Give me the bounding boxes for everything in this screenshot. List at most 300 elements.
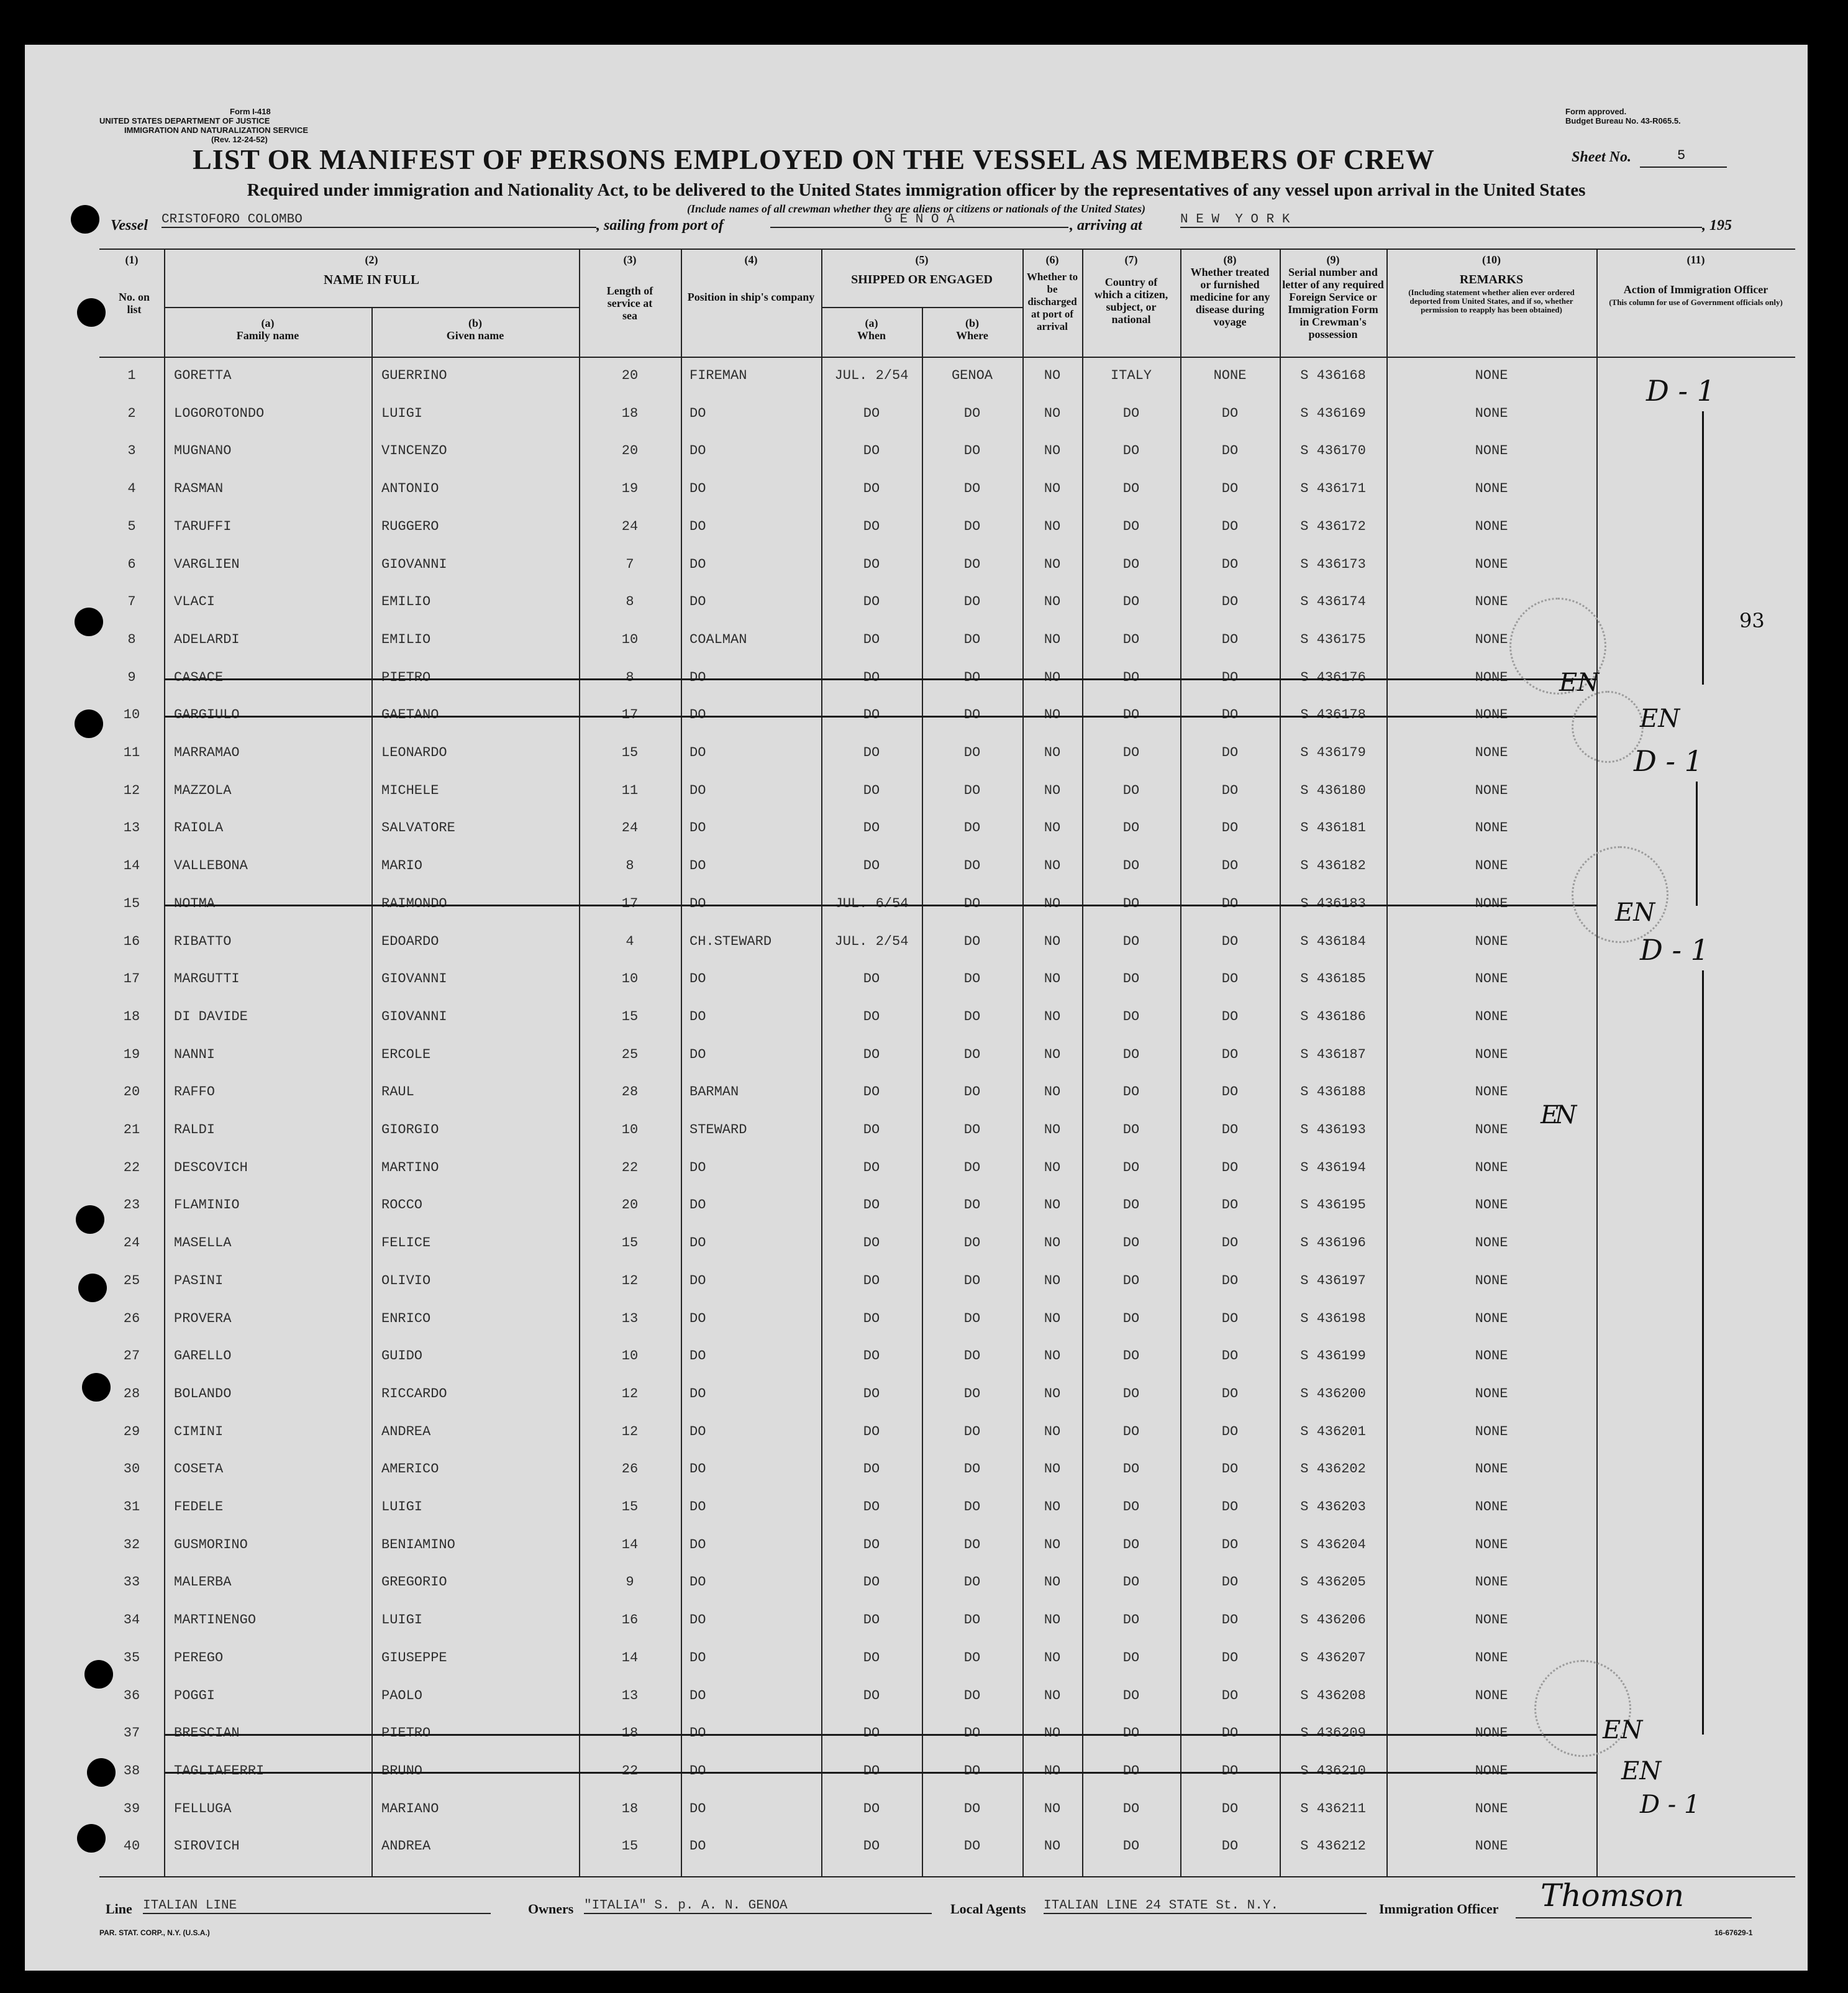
cell-family: NOTMA xyxy=(174,895,216,911)
cell-discharged: NO xyxy=(1044,1272,1061,1288)
form-number: 16-67629-1 xyxy=(1714,1928,1753,1937)
cell-country: DO xyxy=(1122,895,1140,911)
cell-service: 16 xyxy=(621,1612,639,1628)
cell-family: VLACI xyxy=(174,594,216,610)
cell-country: DO xyxy=(1122,518,1140,534)
cell-remarks: NONE xyxy=(1475,933,1508,949)
budget-approval xyxy=(1565,107,1789,125)
cell-discharged: NO xyxy=(1044,782,1061,798)
owners-value: "ITALIA" S. p. A. N. GENOA xyxy=(584,1899,932,1914)
cell-when: DO xyxy=(863,971,880,987)
cell-discharged: NO xyxy=(1044,895,1061,911)
cell-where: DO xyxy=(963,820,981,836)
col10-number: (10) xyxy=(1482,253,1501,266)
cell-serial: S 436193 xyxy=(1300,1122,1366,1138)
cell-position: DO xyxy=(690,1423,706,1439)
cell-family: FELLUGA xyxy=(174,1800,232,1817)
col1-number: (1) xyxy=(125,253,139,266)
cell-given: RAUL xyxy=(381,1084,414,1100)
cell-country: DO xyxy=(1122,1348,1140,1364)
cell-remarks: NONE xyxy=(1475,971,1508,987)
cell-when: DO xyxy=(863,1763,880,1779)
include-note: (Include names of all crewman whether they are aliens or citizens or nationals of the United States) xyxy=(686,203,1146,215)
vessel-label: Vessel xyxy=(111,217,148,234)
cell-where: DO xyxy=(963,594,981,610)
port-of-departure: G E N O A xyxy=(770,212,1068,228)
cell-given: BRUNO xyxy=(381,1763,423,1779)
cell-position: DO xyxy=(690,1348,706,1364)
cell-when: DO xyxy=(863,481,880,497)
cell-country: DO xyxy=(1122,594,1140,610)
line-value: ITALIAN LINE xyxy=(143,1899,491,1914)
col5a-label: When xyxy=(857,329,886,342)
cell-position: FIREMAN xyxy=(690,368,747,383)
col1-header xyxy=(99,253,164,316)
cell-when: DO xyxy=(863,1272,880,1288)
cell-where: DO xyxy=(963,1838,981,1854)
cell-when: DO xyxy=(863,1046,880,1062)
cell-discharged: NO xyxy=(1044,1574,1061,1590)
col10-header xyxy=(1386,253,1596,314)
cell-medicine: DO xyxy=(1221,1159,1239,1175)
cell-remarks: NONE xyxy=(1475,1348,1508,1364)
cell-no: 40 xyxy=(123,1838,140,1854)
cell-discharged: NO xyxy=(1044,443,1061,459)
cell-country: DO xyxy=(1122,858,1140,874)
cell-medicine: DO xyxy=(1221,556,1239,572)
cell-remarks: NONE xyxy=(1475,1574,1508,1590)
cell-country: DO xyxy=(1122,820,1140,836)
agents-value: ITALIAN LINE 24 STATE St. N.Y. xyxy=(1044,1899,1367,1914)
cell-medicine: DO xyxy=(1221,858,1239,874)
cell-country: DO xyxy=(1122,405,1140,421)
cell-family: TARUFFI xyxy=(174,518,232,534)
cell-where: DO xyxy=(963,1649,981,1666)
cell-service: 15 xyxy=(621,1235,639,1251)
cell-serial: S 436168 xyxy=(1300,368,1366,383)
action-mark-d1: D - 1 xyxy=(1646,374,1715,408)
cell-discharged: NO xyxy=(1044,1197,1061,1213)
cell-serial: S 436187 xyxy=(1300,1046,1366,1062)
official-stamp xyxy=(1572,846,1668,943)
cell-family: SIROVICH xyxy=(174,1838,240,1854)
cell-discharged: NO xyxy=(1044,481,1061,497)
cell-position: DO xyxy=(690,1838,706,1854)
cell-given: OLIVIO xyxy=(381,1272,431,1288)
cell-discharged: NO xyxy=(1044,971,1061,987)
cell-given: ANDREA xyxy=(381,1838,431,1854)
cell-family: PROVERA xyxy=(174,1310,232,1326)
cell-remarks: NONE xyxy=(1475,1197,1508,1213)
cell-serial: S 436201 xyxy=(1300,1423,1366,1439)
cell-service: 22 xyxy=(621,1159,639,1175)
cell-no: 34 xyxy=(123,1612,140,1628)
cell-country: DO xyxy=(1122,1423,1140,1439)
cell-country: DO xyxy=(1122,1008,1140,1024)
cell-medicine: DO xyxy=(1221,1423,1239,1439)
cell-discharged: NO xyxy=(1044,1084,1061,1100)
cell-discharged: NO xyxy=(1044,1725,1061,1741)
cell-given: GIOVANNI xyxy=(381,1008,447,1024)
cell-family: PASINI xyxy=(174,1272,224,1288)
col5b-number: (b) xyxy=(965,317,979,329)
strikethrough-line xyxy=(164,678,1596,680)
cell-given: VINCENZO xyxy=(381,443,447,459)
cell-position: DO xyxy=(690,669,706,685)
cell-medicine: DO xyxy=(1221,1385,1239,1402)
cell-serial: S 436169 xyxy=(1300,405,1366,421)
cell-serial: S 436205 xyxy=(1300,1574,1366,1590)
cell-discharged: NO xyxy=(1044,745,1061,760)
col4-label: Position in ship's company xyxy=(687,291,815,303)
col4-header xyxy=(681,253,821,303)
cell-medicine: DO xyxy=(1221,1499,1239,1515)
cell-given: ERCOLE xyxy=(381,1046,431,1062)
cell-family: MAZZOLA xyxy=(174,782,232,798)
cell-no: 7 xyxy=(127,594,136,610)
action-mark-en: EN xyxy=(1615,898,1655,927)
cell-position: CH.STEWARD xyxy=(690,933,772,949)
binder-hole xyxy=(75,709,103,738)
cell-family: MARGUTTI xyxy=(174,971,240,987)
cell-given: LUIGI xyxy=(381,1499,423,1515)
form-number-line: Form I-418 xyxy=(230,107,271,116)
approval-line: Form approved. xyxy=(1565,107,1627,116)
cell-no: 1 xyxy=(127,368,136,383)
year-label: , 195 xyxy=(1702,217,1732,234)
cell-no: 5 xyxy=(127,518,136,534)
cell-position: DO xyxy=(690,1763,706,1779)
cell-position: DO xyxy=(690,1574,706,1590)
cell-position: DO xyxy=(690,405,706,421)
cell-no: 33 xyxy=(123,1574,140,1590)
cell-service: 13 xyxy=(621,1687,639,1703)
strikethrough-line xyxy=(164,716,1596,718)
cell-serial: S 436209 xyxy=(1300,1725,1366,1741)
binder-hole xyxy=(87,1758,116,1787)
col2a-header xyxy=(164,317,371,342)
cell-remarks: NONE xyxy=(1475,1499,1508,1515)
cell-given: RAIMONDO xyxy=(381,895,447,911)
cell-family: POGGI xyxy=(174,1687,216,1703)
cell-serial: S 436211 xyxy=(1300,1800,1366,1817)
cell-serial: S 436184 xyxy=(1300,933,1366,949)
cell-medicine: DO xyxy=(1221,1838,1239,1854)
cell-service: 18 xyxy=(621,405,639,421)
cell-position: DO xyxy=(690,1612,706,1628)
cell-discharged: NO xyxy=(1044,1122,1061,1138)
cell-remarks: NONE xyxy=(1475,405,1508,421)
action-bracket xyxy=(1702,970,1704,1735)
cell-serial: S 436206 xyxy=(1300,1612,1366,1628)
cell-service: 12 xyxy=(621,1423,639,1439)
col5b-label: Where xyxy=(956,329,988,342)
cell-remarks: NONE xyxy=(1475,1310,1508,1326)
cell-medicine: NONE xyxy=(1213,368,1247,383)
cell-service: 24 xyxy=(621,820,639,836)
cell-given: LUIGI xyxy=(381,405,423,421)
cell-medicine: DO xyxy=(1221,1235,1239,1251)
cell-where: DO xyxy=(963,1310,981,1326)
cell-medicine: DO xyxy=(1221,443,1239,459)
cell-remarks: NONE xyxy=(1475,1536,1508,1553)
cell-given: ROCCO xyxy=(381,1197,423,1213)
cell-where: DO xyxy=(963,782,981,798)
manifest-sheet xyxy=(25,45,1808,1971)
binder-hole xyxy=(77,1824,106,1853)
cell-serial: S 436182 xyxy=(1300,858,1366,874)
col9-header xyxy=(1280,253,1386,340)
cell-discharged: NO xyxy=(1044,858,1061,874)
cell-service: 15 xyxy=(621,1838,639,1854)
cell-serial: S 436176 xyxy=(1300,669,1366,685)
cell-family: ADELARDI xyxy=(174,631,240,647)
cell-position: DO xyxy=(690,1046,706,1062)
printer-mark: PAR. STAT. CORP., N.Y. (U.S.A.) xyxy=(99,1928,210,1937)
cell-family: LOGOROTONDO xyxy=(174,405,265,421)
cell-when: DO xyxy=(863,1310,880,1326)
cell-when: DO xyxy=(863,518,880,534)
cell-when: DO xyxy=(863,1159,880,1175)
cell-country: DO xyxy=(1122,1687,1140,1703)
cell-where: DO xyxy=(963,1235,981,1251)
action-mark-d1: D - 1 xyxy=(1640,1790,1700,1819)
cell-when: DO xyxy=(863,1122,880,1138)
cell-service: 9 xyxy=(626,1574,634,1590)
cell-where: DO xyxy=(963,1612,981,1628)
cell-where: DO xyxy=(963,895,981,911)
vessel-name: CRISTOFORO COLOMBO xyxy=(162,212,596,228)
col5-label: SHIPPED OR ENGAGED xyxy=(851,273,993,286)
cell-service: 10 xyxy=(621,1122,639,1138)
col3-number: (3) xyxy=(623,253,637,266)
cell-discharged: NO xyxy=(1044,368,1061,383)
cell-serial: S 436186 xyxy=(1300,1008,1366,1024)
cell-when: JUL. 2/54 xyxy=(834,368,909,383)
cell-when: DO xyxy=(863,707,880,723)
cell-where: DO xyxy=(963,1423,981,1439)
cell-position: DO xyxy=(690,1197,706,1213)
cell-no: 8 xyxy=(127,631,136,647)
cell-no: 36 xyxy=(123,1687,140,1703)
cell-no: 39 xyxy=(123,1800,140,1817)
cell-discharged: NO xyxy=(1044,1536,1061,1553)
cell-remarks: NONE xyxy=(1475,443,1508,459)
cell-position: DO xyxy=(690,1008,706,1024)
cell-country: DO xyxy=(1122,1235,1140,1251)
cell-when: DO xyxy=(863,782,880,798)
cell-position: DO xyxy=(690,745,706,760)
cell-service: 24 xyxy=(621,518,639,534)
cell-position: DO xyxy=(690,820,706,836)
col7-header xyxy=(1082,253,1180,326)
col11-header xyxy=(1596,253,1795,307)
cell-given: GIOVANNI xyxy=(381,556,447,572)
col8-header xyxy=(1180,253,1280,328)
cell-where: DO xyxy=(963,1763,981,1779)
cell-remarks: NONE xyxy=(1475,1046,1508,1062)
cell-when: DO xyxy=(863,594,880,610)
cell-discharged: NO xyxy=(1044,405,1061,421)
cell-country: DO xyxy=(1122,1461,1140,1477)
cell-remarks: NONE xyxy=(1475,1687,1508,1703)
cell-remarks: NONE xyxy=(1475,1612,1508,1628)
cell-service: 4 xyxy=(626,933,634,949)
action-bracket xyxy=(1702,411,1704,685)
col-divider xyxy=(681,249,682,1876)
cell-serial: S 436188 xyxy=(1300,1084,1366,1100)
cell-given: BENIAMINO xyxy=(381,1536,455,1553)
cell-remarks: NONE xyxy=(1475,1235,1508,1251)
cell-family: FEDELE xyxy=(174,1499,224,1515)
cell-country: DO xyxy=(1122,1122,1140,1138)
cell-serial: S 436171 xyxy=(1300,481,1366,497)
cell-position: DO xyxy=(690,1385,706,1402)
cell-serial: S 436180 xyxy=(1300,782,1366,798)
cell-no: 31 xyxy=(123,1499,140,1515)
cell-medicine: DO xyxy=(1221,895,1239,911)
cell-no: 30 xyxy=(123,1461,140,1477)
cell-service: 26 xyxy=(621,1461,639,1477)
cell-position: DO xyxy=(690,1649,706,1666)
cell-remarks: NONE xyxy=(1475,745,1508,760)
cell-country: DO xyxy=(1122,1536,1140,1553)
cell-remarks: NONE xyxy=(1475,631,1508,647)
cell-discharged: NO xyxy=(1044,518,1061,534)
cell-no: 19 xyxy=(123,1046,140,1062)
cell-discharged: NO xyxy=(1044,933,1061,949)
cell-when: DO xyxy=(863,1725,880,1741)
col10-label: REMARKS xyxy=(1459,273,1524,286)
cell-serial: S 436207 xyxy=(1300,1649,1366,1666)
cell-when: DO xyxy=(863,1499,880,1515)
cell-when: DO xyxy=(863,1348,880,1364)
cell-service: 18 xyxy=(621,1725,639,1741)
cell-family: NANNI xyxy=(174,1046,216,1062)
ink-scribble: EN xyxy=(1541,1101,1573,1129)
cell-remarks: NONE xyxy=(1475,1122,1508,1138)
cell-medicine: DO xyxy=(1221,1800,1239,1817)
cell-country: DO xyxy=(1122,1385,1140,1402)
cell-given: GAETANO xyxy=(381,707,439,723)
cell-medicine: DO xyxy=(1221,405,1239,421)
cell-medicine: DO xyxy=(1221,1008,1239,1024)
cell-country: DO xyxy=(1122,631,1140,647)
cell-when: DO xyxy=(863,820,880,836)
col-divider xyxy=(1596,249,1598,1876)
cell-when: DO xyxy=(863,1385,880,1402)
cell-remarks: NONE xyxy=(1475,368,1508,383)
cell-remarks: NONE xyxy=(1475,1385,1508,1402)
page-title: LIST OR MANIFEST OF PERSONS EMPLOYED ON THE VESSEL AS MEMBERS OF CREW xyxy=(193,144,1435,175)
cell-where: DO xyxy=(963,707,981,723)
cell-given: LEONARDO xyxy=(381,745,447,760)
cell-discharged: NO xyxy=(1044,1612,1061,1628)
margin-number: 93 xyxy=(1739,609,1765,632)
col11-label: Action of Immigration Officer xyxy=(1623,283,1768,296)
cell-service: 10 xyxy=(621,1348,639,1364)
col9-number: (9) xyxy=(1326,253,1340,266)
cell-country: DO xyxy=(1122,1084,1140,1100)
sailing-label: , sailing from port of xyxy=(596,217,724,234)
cell-family: MASELLA xyxy=(174,1235,232,1251)
cell-medicine: DO xyxy=(1221,782,1239,798)
cell-no: 18 xyxy=(123,1008,140,1024)
sheet-number-underline xyxy=(1640,166,1727,168)
cell-family: TAGLIAFERRI xyxy=(174,1763,265,1779)
officer-signature: Thomson xyxy=(1541,1877,1685,1913)
cell-medicine: DO xyxy=(1221,594,1239,610)
cell-discharged: NO xyxy=(1044,1235,1061,1251)
cell-family: RALDI xyxy=(174,1122,216,1138)
cell-no: 6 xyxy=(127,556,136,572)
cell-where: DO xyxy=(963,443,981,459)
cell-no: 25 xyxy=(123,1272,140,1288)
binder-hole xyxy=(75,608,103,636)
cell-when: DO xyxy=(863,443,880,459)
cell-remarks: NONE xyxy=(1475,1649,1508,1666)
cell-no: 23 xyxy=(123,1197,140,1213)
cell-no: 11 xyxy=(123,745,140,760)
cell-serial: S 436204 xyxy=(1300,1536,1366,1553)
cell-position: DO xyxy=(690,594,706,610)
cell-given: LUIGI xyxy=(381,1612,423,1628)
col2b-header xyxy=(371,317,579,342)
cell-when: DO xyxy=(863,1536,880,1553)
cell-no: 38 xyxy=(123,1763,140,1779)
action-bracket xyxy=(1696,782,1698,906)
cell-when: DO xyxy=(863,631,880,647)
strikethrough-line xyxy=(164,905,1596,906)
cell-country: DO xyxy=(1122,1272,1140,1288)
crew-table xyxy=(99,249,1795,1876)
cell-family: GARELLO xyxy=(174,1348,232,1364)
sheet-number-label: Sheet No. xyxy=(1572,149,1631,165)
cell-given: PAOLO xyxy=(381,1687,423,1703)
cell-family: RAIOLA xyxy=(174,820,224,836)
binder-hole xyxy=(84,1660,113,1689)
cell-position: DO xyxy=(690,707,706,723)
cell-discharged: NO xyxy=(1044,1046,1061,1062)
cell-country: DO xyxy=(1122,481,1140,497)
cell-where: DO xyxy=(963,669,981,685)
cell-position: DO xyxy=(690,1800,706,1817)
cell-remarks: NONE xyxy=(1475,518,1508,534)
cell-when: JUL. 6/54 xyxy=(834,895,909,911)
cell-family: COSETA xyxy=(174,1461,224,1477)
cell-country: DO xyxy=(1122,1499,1140,1515)
cell-remarks: NONE xyxy=(1475,556,1508,572)
cell-no: 9 xyxy=(127,669,136,685)
cell-medicine: DO xyxy=(1221,933,1239,949)
cell-medicine: DO xyxy=(1221,1725,1239,1741)
cell-serial: S 436178 xyxy=(1300,707,1366,723)
cell-no: 3 xyxy=(127,443,136,459)
cell-given: MARIO xyxy=(381,858,423,874)
cell-given: GIORGIO xyxy=(381,1122,439,1138)
cell-medicine: DO xyxy=(1221,1649,1239,1666)
cell-position: DO xyxy=(690,1159,706,1175)
cell-no: 15 xyxy=(123,895,140,911)
cell-given: EMILIO xyxy=(381,594,431,610)
cell-remarks: NONE xyxy=(1475,594,1508,610)
cell-country: DO xyxy=(1122,745,1140,760)
cell-where: DO xyxy=(963,631,981,647)
cell-service: 18 xyxy=(621,1800,639,1817)
cell-where: DO xyxy=(963,858,981,874)
cell-country: DO xyxy=(1122,1612,1140,1628)
col10-note: (Including statement whether alien ever ordered deported from United States, and if so, whether permission to reapply has been obtained) xyxy=(1408,288,1575,314)
